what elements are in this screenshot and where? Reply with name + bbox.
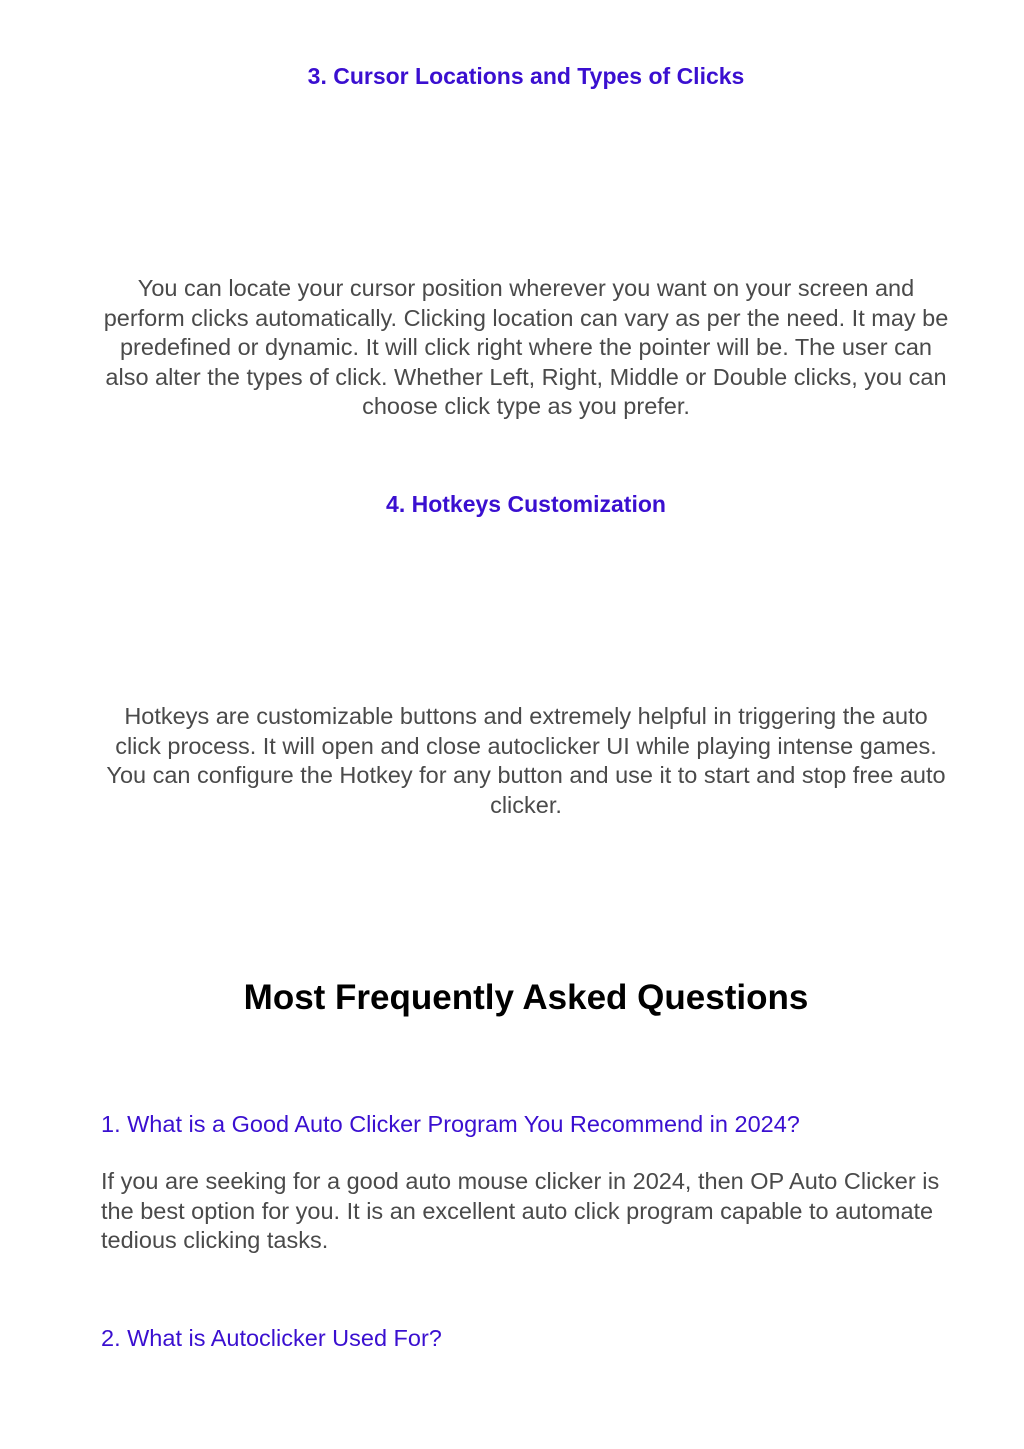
faq-question-1: 1. What is a Good Auto Clicker Program You Recommend in 2024?	[101, 1111, 800, 1137]
faq-question-2: 2. What is Autoclicker Used For?	[101, 1325, 442, 1351]
feature-body-cursor-locations: You can locate your cursor position wherever you want on your screen and perform clicks automatically. Clicking location can vary as per the need. It may be predefined or dynamic. It will click right where the pointer will be. The user can also alter the types of click. Whether Left, Right, Middle or Double clicks, you can choose click type as you prefer.	[103, 275, 949, 419]
feature-heading-hotkeys: 4. Hotkeys Customization	[386, 491, 666, 517]
faq-answer-1: If you are seeking for a good auto mouse clicker in 2024, then OP Auto Clicker is the best option for you. It is an excellent auto click program capable to automate tedious clicking tasks.	[101, 1168, 940, 1253]
feature-heading-cursor-locations: 3. Cursor Locations and Types of Clicks	[307, 63, 745, 89]
feature-body-hotkeys: Hotkeys are customizable buttons and extremely helpful in triggering the auto click process. It will open and close autoclicker UI while playing intense games. You can configure the Hotkey for any button and use it to start and stop free auto clicker.	[106, 703, 946, 818]
faq-section-title: Most Frequently Asked Questions	[243, 978, 809, 1017]
